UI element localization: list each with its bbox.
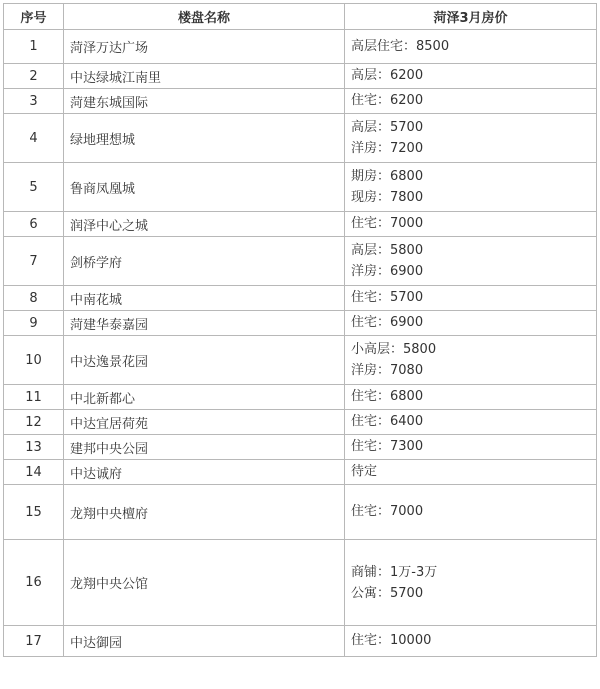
header-price: 菏泽3月房价	[345, 4, 597, 30]
cell-price	[345, 286, 597, 311]
cell-index: 9	[4, 311, 64, 336]
cell-index: 3	[4, 89, 64, 114]
price-line: 商铺：1万-3万	[351, 564, 438, 580]
cell-index: 6	[4, 212, 64, 237]
cell-project-name: 建邦中央公园	[64, 435, 345, 460]
table-row	[4, 30, 597, 64]
price-line: 住宅：7300	[351, 439, 424, 454]
price-line: 住宅：5700	[351, 290, 424, 305]
header-index: 序号	[4, 4, 64, 30]
price-line: 高层住宅：8500	[351, 38, 450, 54]
cell-index: 13	[4, 435, 64, 460]
cell-project-name: 鲁商凤凰城	[64, 163, 345, 212]
cell-price	[345, 460, 597, 485]
table-row	[4, 237, 597, 286]
cell-project-name: 中达诚府	[64, 460, 345, 485]
cell-price	[345, 30, 597, 64]
price-line: 住宅：6900	[351, 315, 424, 330]
cell-price	[345, 435, 597, 460]
cell-index: 8	[4, 286, 64, 311]
cell-price	[345, 485, 597, 540]
price-line: 住宅：6800	[351, 389, 424, 404]
cell-price	[345, 626, 597, 657]
cell-project-name: 龙翔中央檀府	[64, 485, 345, 540]
cell-project-name: 剑桥学府	[64, 237, 345, 286]
price-line: 住宅：6400	[351, 414, 424, 429]
table-row	[4, 626, 597, 657]
cell-project-name: 中达宜居荷苑	[64, 410, 345, 435]
cell-index: 5	[4, 163, 64, 212]
price-line: 现房：7800	[351, 190, 424, 205]
price-line: 住宅：7000	[351, 504, 424, 519]
cell-price	[345, 336, 597, 385]
cell-index: 1	[4, 30, 64, 64]
header-project-name: 楼盘名称	[64, 4, 345, 30]
table-row	[4, 485, 597, 540]
table-row	[4, 114, 597, 163]
cell-price	[345, 385, 597, 410]
price-line: 住宅：10000	[351, 633, 432, 648]
table-row	[4, 64, 597, 89]
table-header-row	[4, 4, 597, 30]
cell-project-name: 菏建华泰嘉园	[64, 311, 345, 336]
cell-project-name: 龙翔中央公馆	[64, 540, 345, 626]
table-row	[4, 385, 597, 410]
price-line: 期房：6800	[351, 169, 424, 184]
table-row	[4, 435, 597, 460]
cell-index: 17	[4, 626, 64, 657]
cell-price	[345, 311, 597, 336]
price-line: 洋房：6900	[351, 264, 424, 279]
cell-index: 10	[4, 336, 64, 385]
price-line: 待定	[351, 464, 378, 479]
price-line: 住宅：6200	[351, 93, 424, 108]
cell-index: 15	[4, 485, 64, 540]
cell-index: 16	[4, 540, 64, 626]
cell-project-name: 中北新都心	[64, 385, 345, 410]
cell-index: 2	[4, 64, 64, 89]
cell-index: 4	[4, 114, 64, 163]
price-line: 高层：6200	[351, 68, 424, 83]
table-row	[4, 336, 597, 385]
cell-project-name: 中达御园	[64, 626, 345, 657]
price-line: 住宅：7000	[351, 216, 424, 231]
table-row	[4, 410, 597, 435]
cell-project-name: 中南花城	[64, 286, 345, 311]
table-row	[4, 460, 597, 485]
table-row	[4, 286, 597, 311]
table-body	[4, 30, 597, 657]
cell-project-name: 中达逸景花园	[64, 336, 345, 385]
price-line: 小高层：5800	[351, 342, 437, 357]
cell-project-name: 润泽中心之城	[64, 212, 345, 237]
table-row	[4, 540, 597, 626]
cell-price	[345, 237, 597, 286]
price-line: 公寓：5700	[351, 585, 424, 601]
cell-project-name: 绿地理想城	[64, 114, 345, 163]
house-price-table	[3, 3, 597, 657]
price-line: 高层：5800	[351, 243, 424, 258]
price-line: 洋房：7080	[351, 363, 424, 378]
cell-project-name: 菏建东城国际	[64, 89, 345, 114]
table-row	[4, 163, 597, 212]
price-line: 高层：5700	[351, 120, 424, 135]
table-row	[4, 311, 597, 336]
cell-project-name: 菏泽万达广场	[64, 30, 345, 64]
cell-price	[345, 163, 597, 212]
cell-price	[345, 540, 597, 626]
cell-index: 12	[4, 410, 64, 435]
table-row	[4, 212, 597, 237]
cell-price	[345, 114, 597, 163]
cell-project-name: 中达绿城江南里	[64, 64, 345, 89]
cell-price	[345, 89, 597, 114]
cell-index: 7	[4, 237, 64, 286]
cell-price	[345, 410, 597, 435]
table-row	[4, 89, 597, 114]
cell-price	[345, 212, 597, 237]
cell-price	[345, 64, 597, 89]
cell-index: 14	[4, 460, 64, 485]
price-line: 洋房：7200	[351, 141, 424, 156]
cell-index: 11	[4, 385, 64, 410]
